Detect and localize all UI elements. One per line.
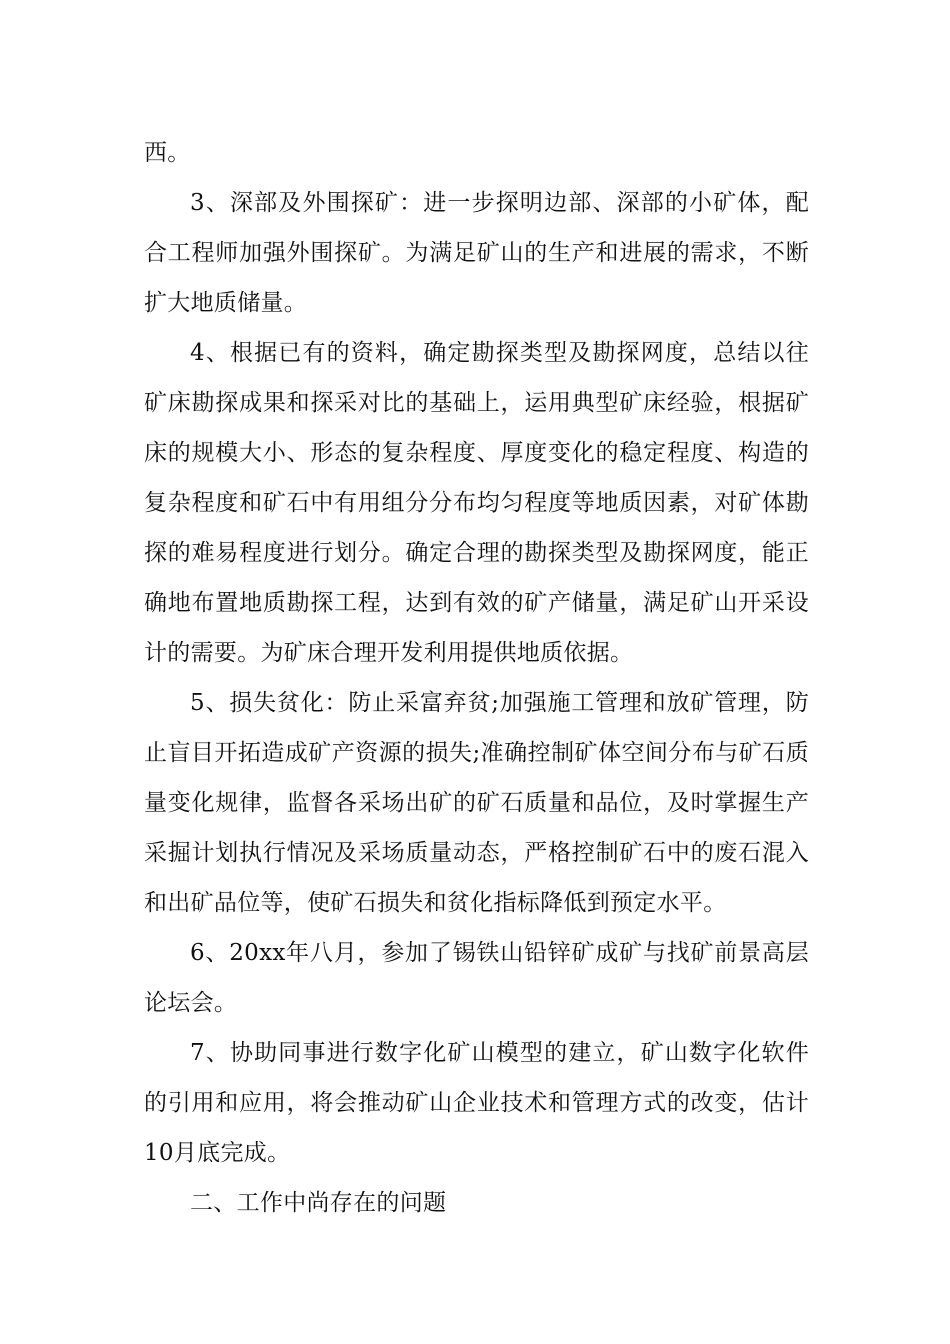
paragraph-item-4: 4、根据已有的资料，确定勘探类型及勘探网度，总结以往矿床勘探成果和探采对比的基础上，运用典型矿床经验，根据矿床的规模大小、形态的复杂程度、厚度变化的稳定程度、构造的复杂程度和矿石中有用组分分布均匀程度等地质因素，对矿体勘探的难易程度进行划分。确定合理的勘探类型及勘探网度，能正确地布置地质勘探工程，达到有效的矿产储量，满足矿山开采设计的需要。为矿床合理开发利用提供地质依据。 — [144, 340, 809, 666]
section-heading: 二、工作中尚存在的问题 — [190, 1190, 447, 1216]
paragraph-item-3: 3、深部及外围探矿：进一步探明边部、深部的小矿体，配合工程师加强外围探矿。为满足矿山的生产和进展的需求，不断扩大地质储量。 — [144, 190, 809, 316]
paragraph-continuation: 西。 — [144, 140, 191, 166]
paragraph-item-7: 7、协助同事进行数字化矿山模型的建立，矿山数字化软件的引用和应用，将会推动矿山企业技术和管理方式的改变，估计10月底完成。 — [144, 1040, 809, 1166]
paragraph-item-6: 6、20xx年八月，参加了锡铁山铅锌矿成矿与找矿前景高层论坛会。 — [144, 940, 809, 1016]
paragraph-item-5: 5、损失贫化：防止采富弃贫;加强施工管理和放矿管理，防止盲目开拓造成矿产资源的损失;准确控制矿体空间分布与矿石质量变化规律，监督各采场出矿的矿石质量和品位，及时掌握生产采掘计划执行情况及采场质量动态，严格控制矿石中的废石混入和出矿品位等，使矿石损失和贫化指标降低到预定水平。 — [144, 690, 809, 916]
